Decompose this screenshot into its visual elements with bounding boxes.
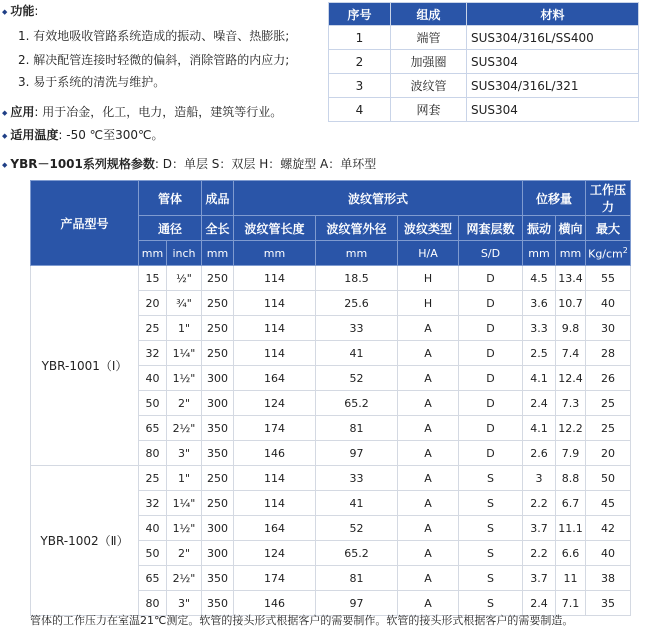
- spec-cell: 2.4: [523, 391, 556, 416]
- spec-cell: 20: [139, 291, 167, 316]
- spec-cell: 81: [316, 416, 398, 441]
- spec-cell: 250: [202, 266, 234, 291]
- model-cell: YBR-1001（Ⅰ）: [31, 266, 139, 466]
- spec-cell: 3.7: [523, 566, 556, 591]
- spec-cell: 11: [556, 566, 586, 591]
- unit-mm: mm: [234, 241, 316, 266]
- table-row: [329, 98, 639, 122]
- spec-cell: 40: [139, 516, 167, 541]
- spec-cell: 65: [139, 416, 167, 441]
- spec-cell: 97: [316, 441, 398, 466]
- header-mesh-layers: 网套层数: [459, 216, 523, 241]
- spec-cell: 12.4: [556, 366, 586, 391]
- spec-cell: ¾": [167, 291, 202, 316]
- spec-cell: A: [398, 416, 459, 441]
- spec-cell: 174: [234, 566, 316, 591]
- spec-cell: 300: [202, 366, 234, 391]
- spec-cell: 2": [167, 391, 202, 416]
- spec-cell: A: [398, 541, 459, 566]
- materials-header-row: [329, 3, 639, 26]
- spec-cell: 146: [234, 441, 316, 466]
- spec-cell: 7.1: [556, 591, 586, 616]
- material-value: SUS304/316L/321: [467, 74, 639, 98]
- unit-mm: mm: [523, 241, 556, 266]
- spec-cell: 28: [586, 341, 631, 366]
- spec-cell: A: [398, 466, 459, 491]
- unit-mm: mm: [316, 241, 398, 266]
- spec-cell: 4.1: [523, 416, 556, 441]
- spec-cell: 1½": [167, 366, 202, 391]
- unit-mm: mm: [556, 241, 586, 266]
- spec-cell: D: [459, 316, 523, 341]
- spec-cell: 2½": [167, 566, 202, 591]
- header-corrugation-type: 波纹类型: [398, 216, 459, 241]
- spec-cell: 25: [139, 316, 167, 341]
- spec-cell: 80: [139, 591, 167, 616]
- spec-cell: 9.8: [556, 316, 586, 341]
- diamond-bullet-icon: ◆: [2, 132, 8, 140]
- spec-cell: 11.1: [556, 516, 586, 541]
- spec-cell: 3.7: [523, 516, 556, 541]
- spec-cell: 50: [139, 391, 167, 416]
- spec-cell: 13.4: [556, 266, 586, 291]
- spec-cell: A: [398, 566, 459, 591]
- spec-cell: 124: [234, 541, 316, 566]
- spec-cell: 38: [586, 566, 631, 591]
- spec-cell: 1¼": [167, 341, 202, 366]
- spec-cell: A: [398, 491, 459, 516]
- spec-cell: 41: [316, 491, 398, 516]
- spec-cell: 2.4: [523, 591, 556, 616]
- spec-cell: D: [459, 266, 523, 291]
- material-no: 4: [329, 98, 391, 122]
- spec-cell: 7.9: [556, 441, 586, 466]
- unit-mm: mm: [202, 241, 234, 266]
- material-value: SUS304: [467, 98, 639, 122]
- model-cell: YBR-1002（Ⅱ）: [31, 466, 139, 616]
- spec-cell: 35: [586, 591, 631, 616]
- spec-cell: 250: [202, 341, 234, 366]
- spec-cell: D: [459, 341, 523, 366]
- spec-cell: 164: [234, 366, 316, 391]
- series-text: : D：单层 S：双层 H：螺旋型 A：单环型: [154, 157, 377, 171]
- spec-cell: 350: [202, 591, 234, 616]
- series-title: YBR－1001系列规格参数: [10, 157, 155, 171]
- spec-cell: 40: [586, 541, 631, 566]
- spec-cell: 114: [234, 491, 316, 516]
- spec-cell: 2": [167, 541, 202, 566]
- unit-pressure-sup: 2: [622, 245, 628, 255]
- material-value: SUS304: [467, 50, 639, 74]
- material-part: 加强圈: [391, 50, 467, 74]
- spec-cell: S: [459, 566, 523, 591]
- diamond-bullet-icon: ◆: [2, 161, 8, 169]
- header-product: 成品: [202, 181, 234, 216]
- spec-cell: 40: [586, 291, 631, 316]
- table-row: [31, 466, 631, 491]
- spec-cell: 350: [202, 416, 234, 441]
- spec-cell: 20: [586, 441, 631, 466]
- spec-cell: 45: [586, 491, 631, 516]
- spec-cell: 124: [234, 391, 316, 416]
- function-item-1: 1. 有效地吸收管路系统造成的振动、噪音、热膨胀;: [18, 29, 290, 43]
- series-line: [2, 155, 376, 172]
- spec-cell: 6.6: [556, 541, 586, 566]
- function-item-3: 3. 易于系统的清洗与维护。: [18, 75, 166, 89]
- spec-cell: 25.6: [316, 291, 398, 316]
- header-bellows-od: 波纹管外径: [316, 216, 398, 241]
- spec-cell: 33: [316, 316, 398, 341]
- unit-pressure-base: Kg/cm: [588, 247, 623, 261]
- materials-header-part: 组成: [391, 3, 467, 26]
- spec-cell: 8.8: [556, 466, 586, 491]
- function-title: 功能: [10, 4, 35, 18]
- table-row: [329, 74, 639, 98]
- unit-type: H/A: [398, 241, 459, 266]
- unit-pressure: [586, 241, 631, 266]
- spec-cell: 2.5: [523, 341, 556, 366]
- spec-cell: 250: [202, 491, 234, 516]
- temperature-text: : -50 ℃至300℃。: [58, 128, 164, 142]
- spec-cell: 26: [586, 366, 631, 391]
- spec-cell: S: [459, 541, 523, 566]
- spec-cell: 65.2: [316, 541, 398, 566]
- spec-cell: 3.6: [523, 291, 556, 316]
- materials-table: [328, 2, 639, 122]
- temperature-title: 适用温度: [10, 128, 59, 142]
- spec-cell: 3: [523, 466, 556, 491]
- spec-header-row-1: [31, 181, 631, 216]
- spec-cell: 18.5: [316, 266, 398, 291]
- header-pressure: 工作压力: [586, 181, 631, 216]
- material-value: SUS304/316L/SS400: [467, 26, 639, 50]
- header-max: 最大: [586, 216, 631, 241]
- spec-cell: D: [459, 391, 523, 416]
- spec-cell: 114: [234, 291, 316, 316]
- spec-cell: 2.6: [523, 441, 556, 466]
- spec-cell: 33: [316, 466, 398, 491]
- spec-cell: 12.2: [556, 416, 586, 441]
- spec-cell: 1": [167, 466, 202, 491]
- spec-cell: 2.2: [523, 541, 556, 566]
- diamond-bullet-icon: ◆: [2, 8, 8, 16]
- spec-cell: A: [398, 366, 459, 391]
- spec-cell: 250: [202, 291, 234, 316]
- footnote: 管体的工作压力在室温21℃测定。软管的接头形式根据客户的需要制作。软管的接头形式根据客户的需要制造。: [30, 614, 574, 627]
- function-heading: [2, 2, 38, 19]
- spec-cell: 32: [139, 491, 167, 516]
- spec-cell: 15: [139, 266, 167, 291]
- spec-cell: 52: [316, 366, 398, 391]
- spec-cell: D: [459, 441, 523, 466]
- table-row: [329, 50, 639, 74]
- spec-cell: 7.4: [556, 341, 586, 366]
- header-vibration: 振动: [523, 216, 556, 241]
- spec-cell: A: [398, 591, 459, 616]
- spec-cell: 25: [139, 466, 167, 491]
- spec-cell: 300: [202, 391, 234, 416]
- spec-cell: A: [398, 441, 459, 466]
- unit-mm: mm: [139, 241, 167, 266]
- material-part: 端管: [391, 26, 467, 50]
- spec-cell: A: [398, 516, 459, 541]
- header-bellows-form: 波纹管形式: [234, 181, 523, 216]
- spec-cell: 114: [234, 266, 316, 291]
- header-displacement: 位移量: [523, 181, 586, 216]
- unit-inch: inch: [167, 241, 202, 266]
- spec-cell: A: [398, 391, 459, 416]
- spec-cell: 3": [167, 441, 202, 466]
- table-row: [31, 266, 631, 291]
- spec-cell: 7.3: [556, 391, 586, 416]
- spec-cell: 3": [167, 591, 202, 616]
- spec-cell: 114: [234, 316, 316, 341]
- material-no: 1: [329, 26, 391, 50]
- spec-cell: 1½": [167, 516, 202, 541]
- spec-cell: 65.2: [316, 391, 398, 416]
- spec-cell: H: [398, 291, 459, 316]
- diamond-bullet-icon: ◆: [2, 109, 8, 117]
- spec-cell: 3.3: [523, 316, 556, 341]
- spec-cell: D: [459, 366, 523, 391]
- material-no: 2: [329, 50, 391, 74]
- spec-cell: 6.7: [556, 491, 586, 516]
- spec-cell: S: [459, 491, 523, 516]
- spec-cell: 350: [202, 566, 234, 591]
- spec-cell: 300: [202, 541, 234, 566]
- spec-cell: A: [398, 341, 459, 366]
- spec-cell: 52: [316, 516, 398, 541]
- spec-cell: 174: [234, 416, 316, 441]
- spec-cell: 1": [167, 316, 202, 341]
- spec-cell: 4.1: [523, 366, 556, 391]
- spec-cell: 42: [586, 516, 631, 541]
- spec-cell: 25: [586, 391, 631, 416]
- spec-cell: D: [459, 416, 523, 441]
- spec-cell: 114: [234, 341, 316, 366]
- materials-header-no: 序号: [329, 3, 391, 26]
- spec-cell: 300: [202, 516, 234, 541]
- spec-cell: 114: [234, 466, 316, 491]
- spec-cell: 2½": [167, 416, 202, 441]
- spec-cell: 32: [139, 341, 167, 366]
- header-model: 产品型号: [31, 181, 139, 266]
- header-bellows-length: 波纹管长度: [234, 216, 316, 241]
- application-text: : 用于冶金，化工，电力，造船，建筑等行业。: [34, 105, 283, 119]
- header-pipe: 管体: [139, 181, 202, 216]
- spec-cell: 25: [586, 416, 631, 441]
- spec-cell: 65: [139, 566, 167, 591]
- spec-cell: 1¼": [167, 491, 202, 516]
- spec-cell: 350: [202, 441, 234, 466]
- spec-cell: 97: [316, 591, 398, 616]
- application-title: 应用: [10, 105, 35, 119]
- table-row: [329, 26, 639, 50]
- spec-cell: 250: [202, 466, 234, 491]
- spec-cell: 81: [316, 566, 398, 591]
- header-diameter: 通径: [139, 216, 202, 241]
- spec-table: [30, 180, 631, 616]
- spec-cell: 250: [202, 316, 234, 341]
- spec-cell: H: [398, 266, 459, 291]
- spec-cell: S: [459, 516, 523, 541]
- spec-cell: 50: [586, 466, 631, 491]
- material-no: 3: [329, 74, 391, 98]
- temperature-line: [2, 126, 164, 143]
- spec-cell: S: [459, 591, 523, 616]
- materials-header-material: 材料: [467, 3, 639, 26]
- application-line: [2, 103, 282, 120]
- spec-cell: 164: [234, 516, 316, 541]
- spec-cell: 30: [586, 316, 631, 341]
- header-lateral: 横向: [556, 216, 586, 241]
- spec-cell: D: [459, 291, 523, 316]
- spec-cell: 80: [139, 441, 167, 466]
- spec-cell: 2.2: [523, 491, 556, 516]
- spec-cell: 41: [316, 341, 398, 366]
- spec-cell: ½": [167, 266, 202, 291]
- material-part: 波纹管: [391, 74, 467, 98]
- function-colon: :: [34, 4, 39, 18]
- spec-cell: 55: [586, 266, 631, 291]
- function-item-2: 2. 解决配管连接时轻微的偏斜，消除管路的内应力;: [18, 53, 290, 67]
- spec-cell: 10.7: [556, 291, 586, 316]
- spec-cell: 40: [139, 366, 167, 391]
- material-part: 网套: [391, 98, 467, 122]
- spec-cell: S: [459, 466, 523, 491]
- spec-cell: A: [398, 316, 459, 341]
- unit-layers: S/D: [459, 241, 523, 266]
- spec-cell: 4.5: [523, 266, 556, 291]
- spec-cell: 146: [234, 591, 316, 616]
- header-length: 全长: [202, 216, 234, 241]
- spec-cell: 50: [139, 541, 167, 566]
